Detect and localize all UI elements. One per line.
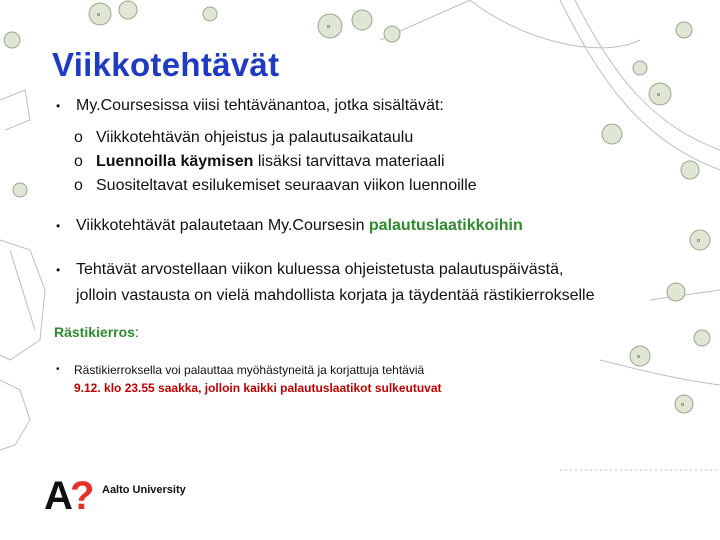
bullet-text <box>76 214 523 238</box>
sub-item-marker: o <box>74 129 83 146</box>
logo-question-mark: ? <box>70 474 95 518</box>
logo-text: Aalto University <box>102 484 186 496</box>
slide-title: Viikkotehtävät <box>52 46 280 83</box>
section-heading-colon: : <box>134 324 139 340</box>
svg-text:o: o <box>327 24 331 30</box>
sub-item-rest-text: lisäksi tarvittava materiaali <box>253 153 445 170</box>
bullet-text-line-1: Tehtävät arvostellaan viikon kuluessa ohjeistetusta palautuspäivästä, <box>76 261 564 278</box>
svg-text:o: o <box>681 402 685 408</box>
section-heading-text: Rästikierros <box>54 324 135 340</box>
bullet-text: My.Coursesissa viisi tehtävänantoa, jotka sisältävät: <box>76 97 444 114</box>
bullet-marker: • <box>56 263 61 277</box>
sub-item-text: Viikkotehtävän ohjeistus ja palautusaikataulu <box>96 129 414 146</box>
deadline-text: 9.12. klo 23.55 saakka, jolloin kaikki palautuslaatikot sulkeutuvat <box>74 381 442 395</box>
bullet-text-line-2: jolloin vastausta on vielä mahdollista korjata ja täydentää rästikierrokselle <box>76 287 595 304</box>
svg-text:o: o <box>697 238 701 244</box>
svg-text:o: o <box>657 92 661 98</box>
bullet-marker: • <box>56 219 61 233</box>
small-bullet-text-line-1: Rästikierroksella voi palauttaa myöhästyneitä ja korjattuja tehtäviä <box>74 363 425 377</box>
sub-item-text <box>96 150 445 174</box>
bullet-marker: • <box>56 364 60 375</box>
bullet-text-prefix: Viikkotehtävät palautetaan My.Coursesin <box>76 217 369 234</box>
svg-text:o: o <box>97 12 101 18</box>
svg-text:o: o <box>637 354 641 360</box>
sub-item-marker: o <box>74 153 83 170</box>
sub-item-bold-text: Luennoilla käymisen <box>96 153 254 170</box>
return-boxes-highlight: palautuslaatikkoihin <box>368 217 523 234</box>
aalto-university-logo <box>44 474 304 520</box>
sub-item-marker: o <box>74 177 83 194</box>
bullet-marker: • <box>56 99 61 113</box>
logo-letter-a: A <box>44 474 73 518</box>
section-heading-rastikierros <box>54 324 139 340</box>
sub-item-text: Suositeltavat esilukemiset seuraavan viikon luennoille <box>96 177 477 194</box>
